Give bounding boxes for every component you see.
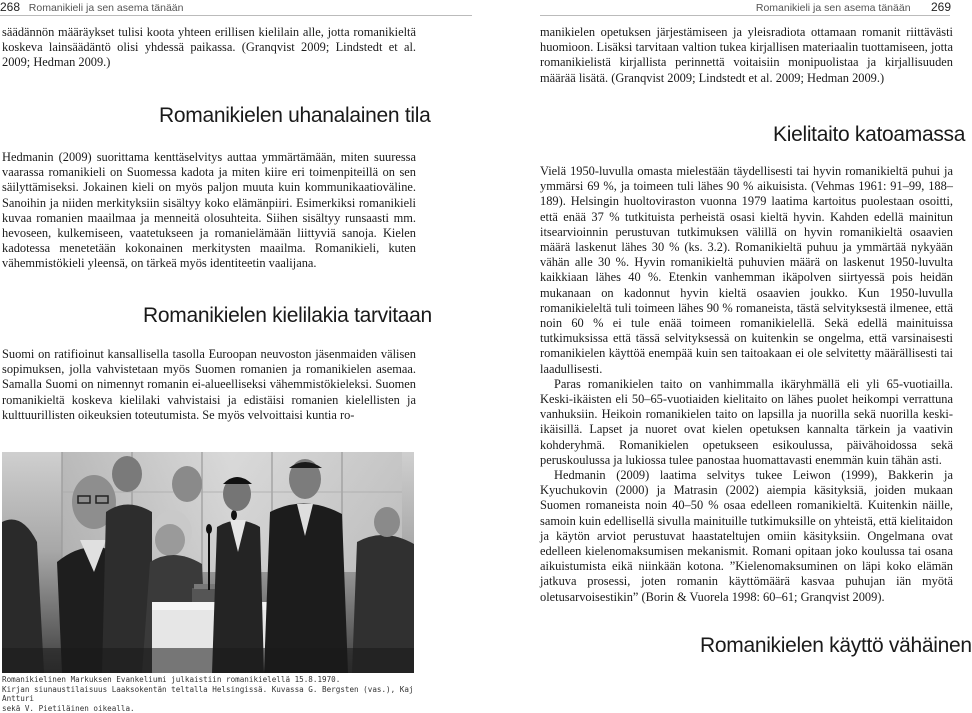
- paragraph: manikielen opetuksen järjestämiseen ja yleisradiota ottamaan romanit riittävästi huomioon. Lisäksi tarvitaan valtion tukea kirjallisen materiaalin tuottamiseen, jotta romanikielistä kirjallista perinnettä voitaisiin monipuolistaa ja kirjallisuuden määrää lisätä. (Granqvist 2009; Lindstedt et al. 2009; Hedman 2009.): [540, 25, 953, 85]
- right-page: [480, 0, 972, 704]
- header-rule: [540, 15, 950, 16]
- section-heading: Romanikielen kielilakia tarvitaan: [143, 304, 432, 327]
- page-number: 269: [930, 0, 951, 14]
- intro-paragraph: [2, 25, 416, 71]
- paragraph: Hedmanin (2009) suorittama kenttäselvitys auttaa ymmärtämään, miten suuressa vaarassa romanikieli on Suomessa kadota ja miten kiire eri toimenpiteillä on sen säilyttämiseksi. Jokainen kieli on myös paljon muuta kuin kommunikaatioväline. Sanoihin ja niiden merkityksiin sisältyy koko elämänpiiri. Esimerkiksi romanikieli kuvaa romanien maailmaa ja menneitä olosuhteita. Siihen sisältyy runsaasti mm. hevoseen, kulkemiseen, vaatetukseen ja romanielämään liittyviä sanoja. Kielen kadotessa menetetään kokonainen merkitysten maailma. Romanikieli, kuten vähemmistökieli yleensä, on tärkeä myös identiteetin vaalijana.: [2, 150, 416, 271]
- paragraph: Hedmanin (2009) laatima selvitys tukee Leiwon (1999), Bakkerin ja Kyuchukovin (2000) ja Matrasin (2002) aiempia käsityksiä, joiden mukaan Suomen romaneista noin 40–50 % osaa edelleen romanikieltä. Kuitenkin näille, samoin kuin edellisellä sivulla mainituille tutkimuksille on yhteistä, että kielitaidon ja käytön arviot perustuvat haastateltujen omiin käsityksiin. Ongelmana ovat edelleen kielenomaksumisen mekanismit. Romani opitaan joko koulussa tai osana aikuistumista eikä niinkään kotona. ”Kielenomaksuminen on läpi koko elämän jatkuva prosessi, joten romanin käyttömäärä kasvaa puhujan iän myötä oletusarvoisestikin” (Borin & Vuorela 1998: 60–61; Granqvist 2009).: [540, 468, 953, 604]
- paragraph: Suomi on ratifioinut kansallisella tasolla Euroopan neuvoston jäsenmaiden välisen sopimuksen, jolla vahvistetaan myös Suomen romanien ja romanikielen asemaa. Samalla Suomi on nimennyt romanin ei-alueelliseksi vähemmistökieleksi. Suomen romanikieltä koskeva kielilaki vahvistaisi ja edistäisi romanien kielellisten ja kulttuurillisten oikeuksien toteutumista. Se myös velvoittaisi kuntia ro-: [2, 347, 416, 422]
- section-heading: Romanikielen uhanalainen tila: [159, 104, 431, 127]
- intro-paragraph: [540, 25, 953, 86]
- paragraph: säädännön määräykset tulisi koota yhteen erillisen kielilain alle, jotta romanikieltä koskeva lainsäädäntö olisi yhdessä paikassa. (Granqvist 2009; Lindstedt et al. 2009; Hedman 2009.): [2, 25, 416, 70]
- photograph: [2, 452, 414, 673]
- page-number: 268: [0, 0, 21, 14]
- header-rule: [0, 15, 472, 16]
- running-head-left: [0, 0, 183, 14]
- running-head-title: Romanikieli ja sen asema tänään: [28, 2, 184, 14]
- caption-line: Kirjan siunaustilaisuus Laaksokentän teltalla Helsingissä. Kuvassa G. Bergsten (vas.), Kaj Antturi: [2, 684, 414, 704]
- photograph-icon: [2, 452, 414, 673]
- paragraph: Paras romanikielen taito on vanhimmalla ikäryhmällä eli yli 65-vuotiailla. Keski-ikäisten eli 50–65-vuotiaiden kielitaito on lähes puolet heikompi verrattuna vanhuksiin. Heikoin romanikielen taito on lapsilla ja nuorilla sekä nuorilla keski-ikäisillä. Lapset ja nuoret ovat kielen opetuksen kannalta tärkein ja vaativin kohderyhmä. Romanikielen opetukseen esikoulussa, päivähoidossa sekä peruskoulussa ja lukiossa tulee panostaa huomattavasti enemmän kuin tähän asti.: [540, 376, 953, 467]
- section-body: [540, 164, 953, 605]
- section-heading: Kielitaito katoamassa: [773, 123, 966, 146]
- photo-caption: [2, 675, 422, 713]
- section-heading: Romanikielen käyttö vähäinen: [700, 634, 972, 657]
- running-head-right: [756, 0, 951, 14]
- caption-line: sekä V. Pietiläinen oikealla.: [2, 703, 135, 713]
- section-body: [2, 347, 416, 423]
- paragraph: Vielä 1950-luvulla omasta mielestään täydellisesti tai hyvin romanikieltä puhui ja ymmärsi 69 %, ja toimeen tuli lähes 90 % aikuisista. (Vehmas 1961: 91–99, 188–189). Helsingin huoltoviraston vuonna 1979 laatima kartoitus puolestaan osoitti, että enää 37 % tutkituista perheistä osasi kieltä hyvin. Kahden edellä mainitun itsearvioinnin perustuvan tutkimuksen välillä on hyvin romanikieltä osaavien määrä laskenut lähes 30 % (ks. 3.2). Romanikieltä puhuu ja ymmärtää nykyään vähän alle 30 %. Hyvin romanikieltä puhuvien määrä on laskenut 1950-luvulta kaikkiaan lähes 40 %. Etenkin vanhemman ikäpolven siirtyessä pois heidän mukanaan on kadonnut hyvin kieltä osaavien joukko. Kun 1950-luvulla romanikieleltä tuli toimeen lähes 90 % romaneista, tästä selvityksestä ilmenee, että noin 60 % ei tule enää toimeen romanikielellä. Sekä edellä mainituissa tutkimuksissa että tässä selvityksessä on kuitenkin se ongelma, että varsinaisesti romanikielen käyttöä enempää kuin sen taitoakaan ei ole selvitetty määrällisesti tai laadullisesti.: [540, 164, 953, 376]
- running-head-title: Romanikieli ja sen asema tänään: [755, 2, 911, 14]
- left-page: [0, 0, 478, 713]
- section-body: [2, 150, 416, 272]
- caption-line: Romanikielinen Markuksen Evankeliumi julkaistiin romanikielellä 15.8.1970.: [2, 675, 341, 684]
